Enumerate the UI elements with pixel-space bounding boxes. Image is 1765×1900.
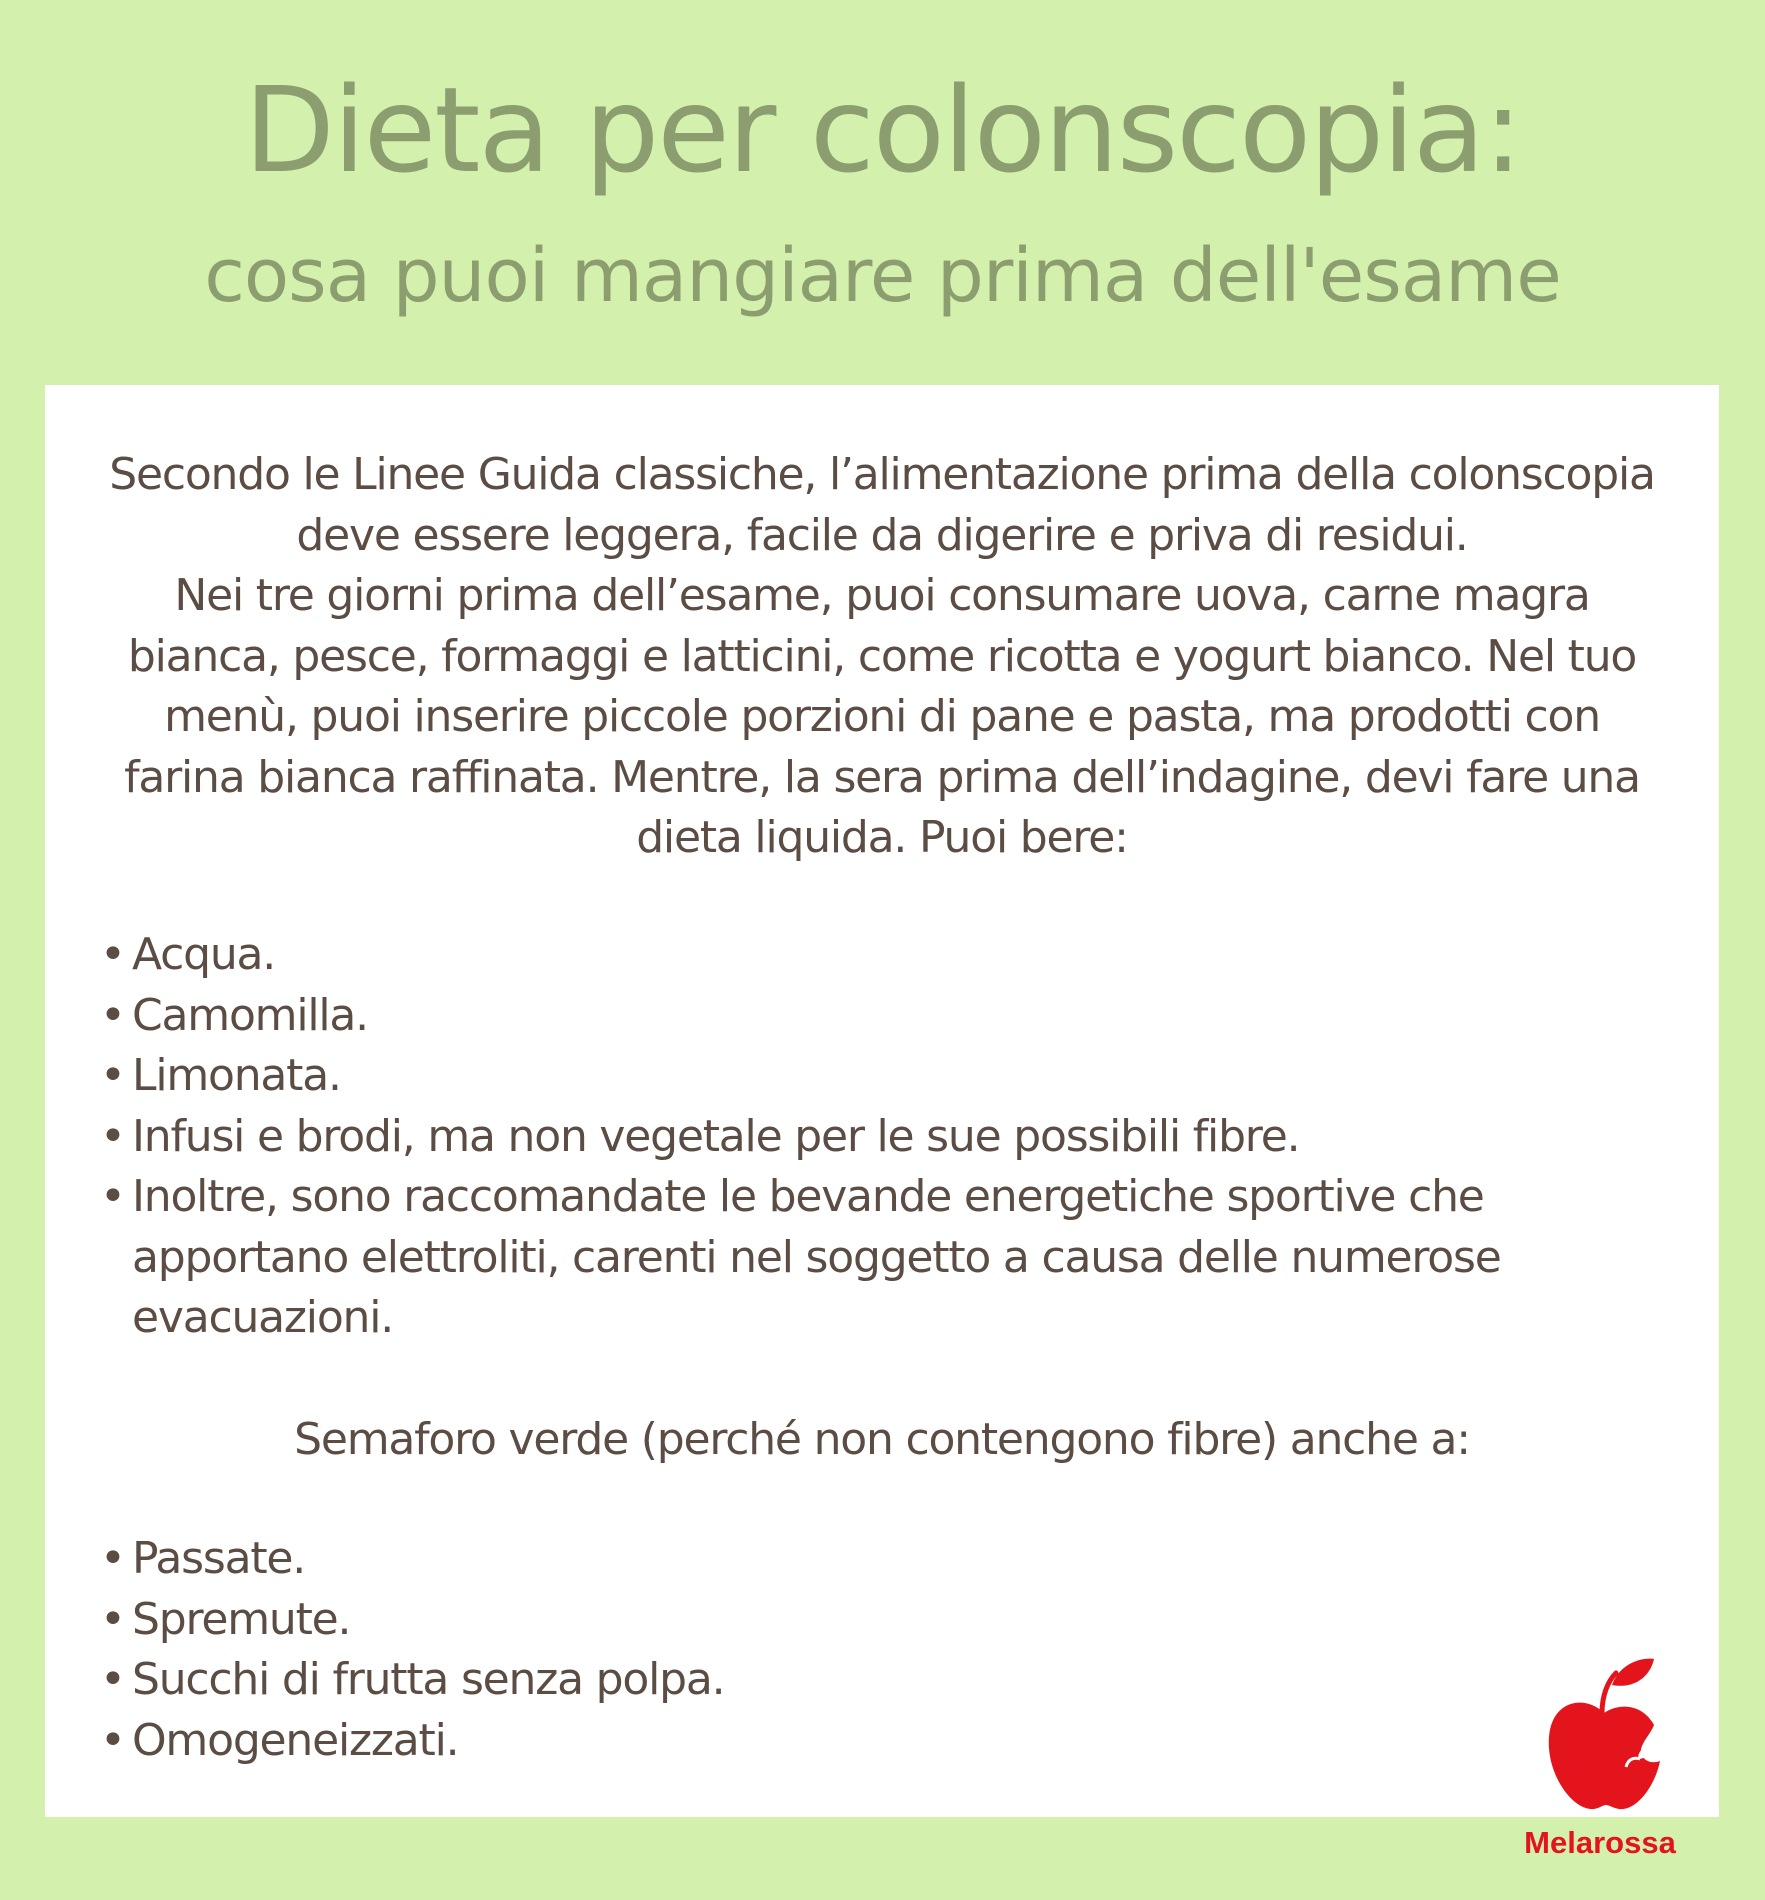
- apple-icon: [1546, 1655, 1662, 1815]
- intro-paragraph-2: Nei tre giorni prima dell’esame, puoi consumare uova, carne magra bianca, pesce, formaggi e latticini, come ricotta e yogurt bianco. Nel tuo menù, puoi inserire piccole porzioni di pane e pasta, ma prodotti con farina bianca raffinata. Mentre, la sera prima dell’indagine, devi fare una dieta liquida. Puoi bere:: [124, 570, 1640, 863]
- list-item: • Inoltre, sono raccomandate le bevande energetiche sportive che apportano elettroliti, carenti nel soggetto a causa delle numerose evacuazioni.: [100, 1167, 1530, 1349]
- list-item: • Omogeneizzati.: [100, 1711, 1530, 1772]
- green-light-intro: Semaforo verde (perché non contengono fibre) anche a:: [294, 1414, 1470, 1465]
- content-card: [45, 385, 1719, 1817]
- intro-paragraph-1: Secondo le Linee Guida classiche, l’alimentazione prima della colonscopia deve essere leggera, facile da digerire e priva di residui.: [109, 449, 1655, 561]
- drinks-list: [100, 925, 1530, 1349]
- page-subtitle: cosa puoi mangiare prima dell'esame: [204, 233, 1561, 319]
- brand-name: Melarossa: [1524, 1825, 1676, 1860]
- list-item: • Limonata.: [100, 1046, 1530, 1107]
- list-item: • Passate.: [100, 1529, 1530, 1590]
- list-item: • Infusi e brodi, ma non vegetale per le sue possibili fibre.: [100, 1107, 1530, 1168]
- list-item: • Camomilla.: [100, 986, 1530, 1047]
- list-item: • Succhi di frutta senza polpa.: [100, 1650, 1530, 1711]
- brand-logo: [1500, 1655, 1700, 1865]
- list-item: • Spremute.: [100, 1590, 1530, 1651]
- list-item: • Acqua.: [100, 925, 1530, 986]
- also-allowed-list: [100, 1529, 1530, 1771]
- intro-text: [105, 445, 1659, 869]
- page-title: Dieta per colonscopia:: [244, 61, 1521, 199]
